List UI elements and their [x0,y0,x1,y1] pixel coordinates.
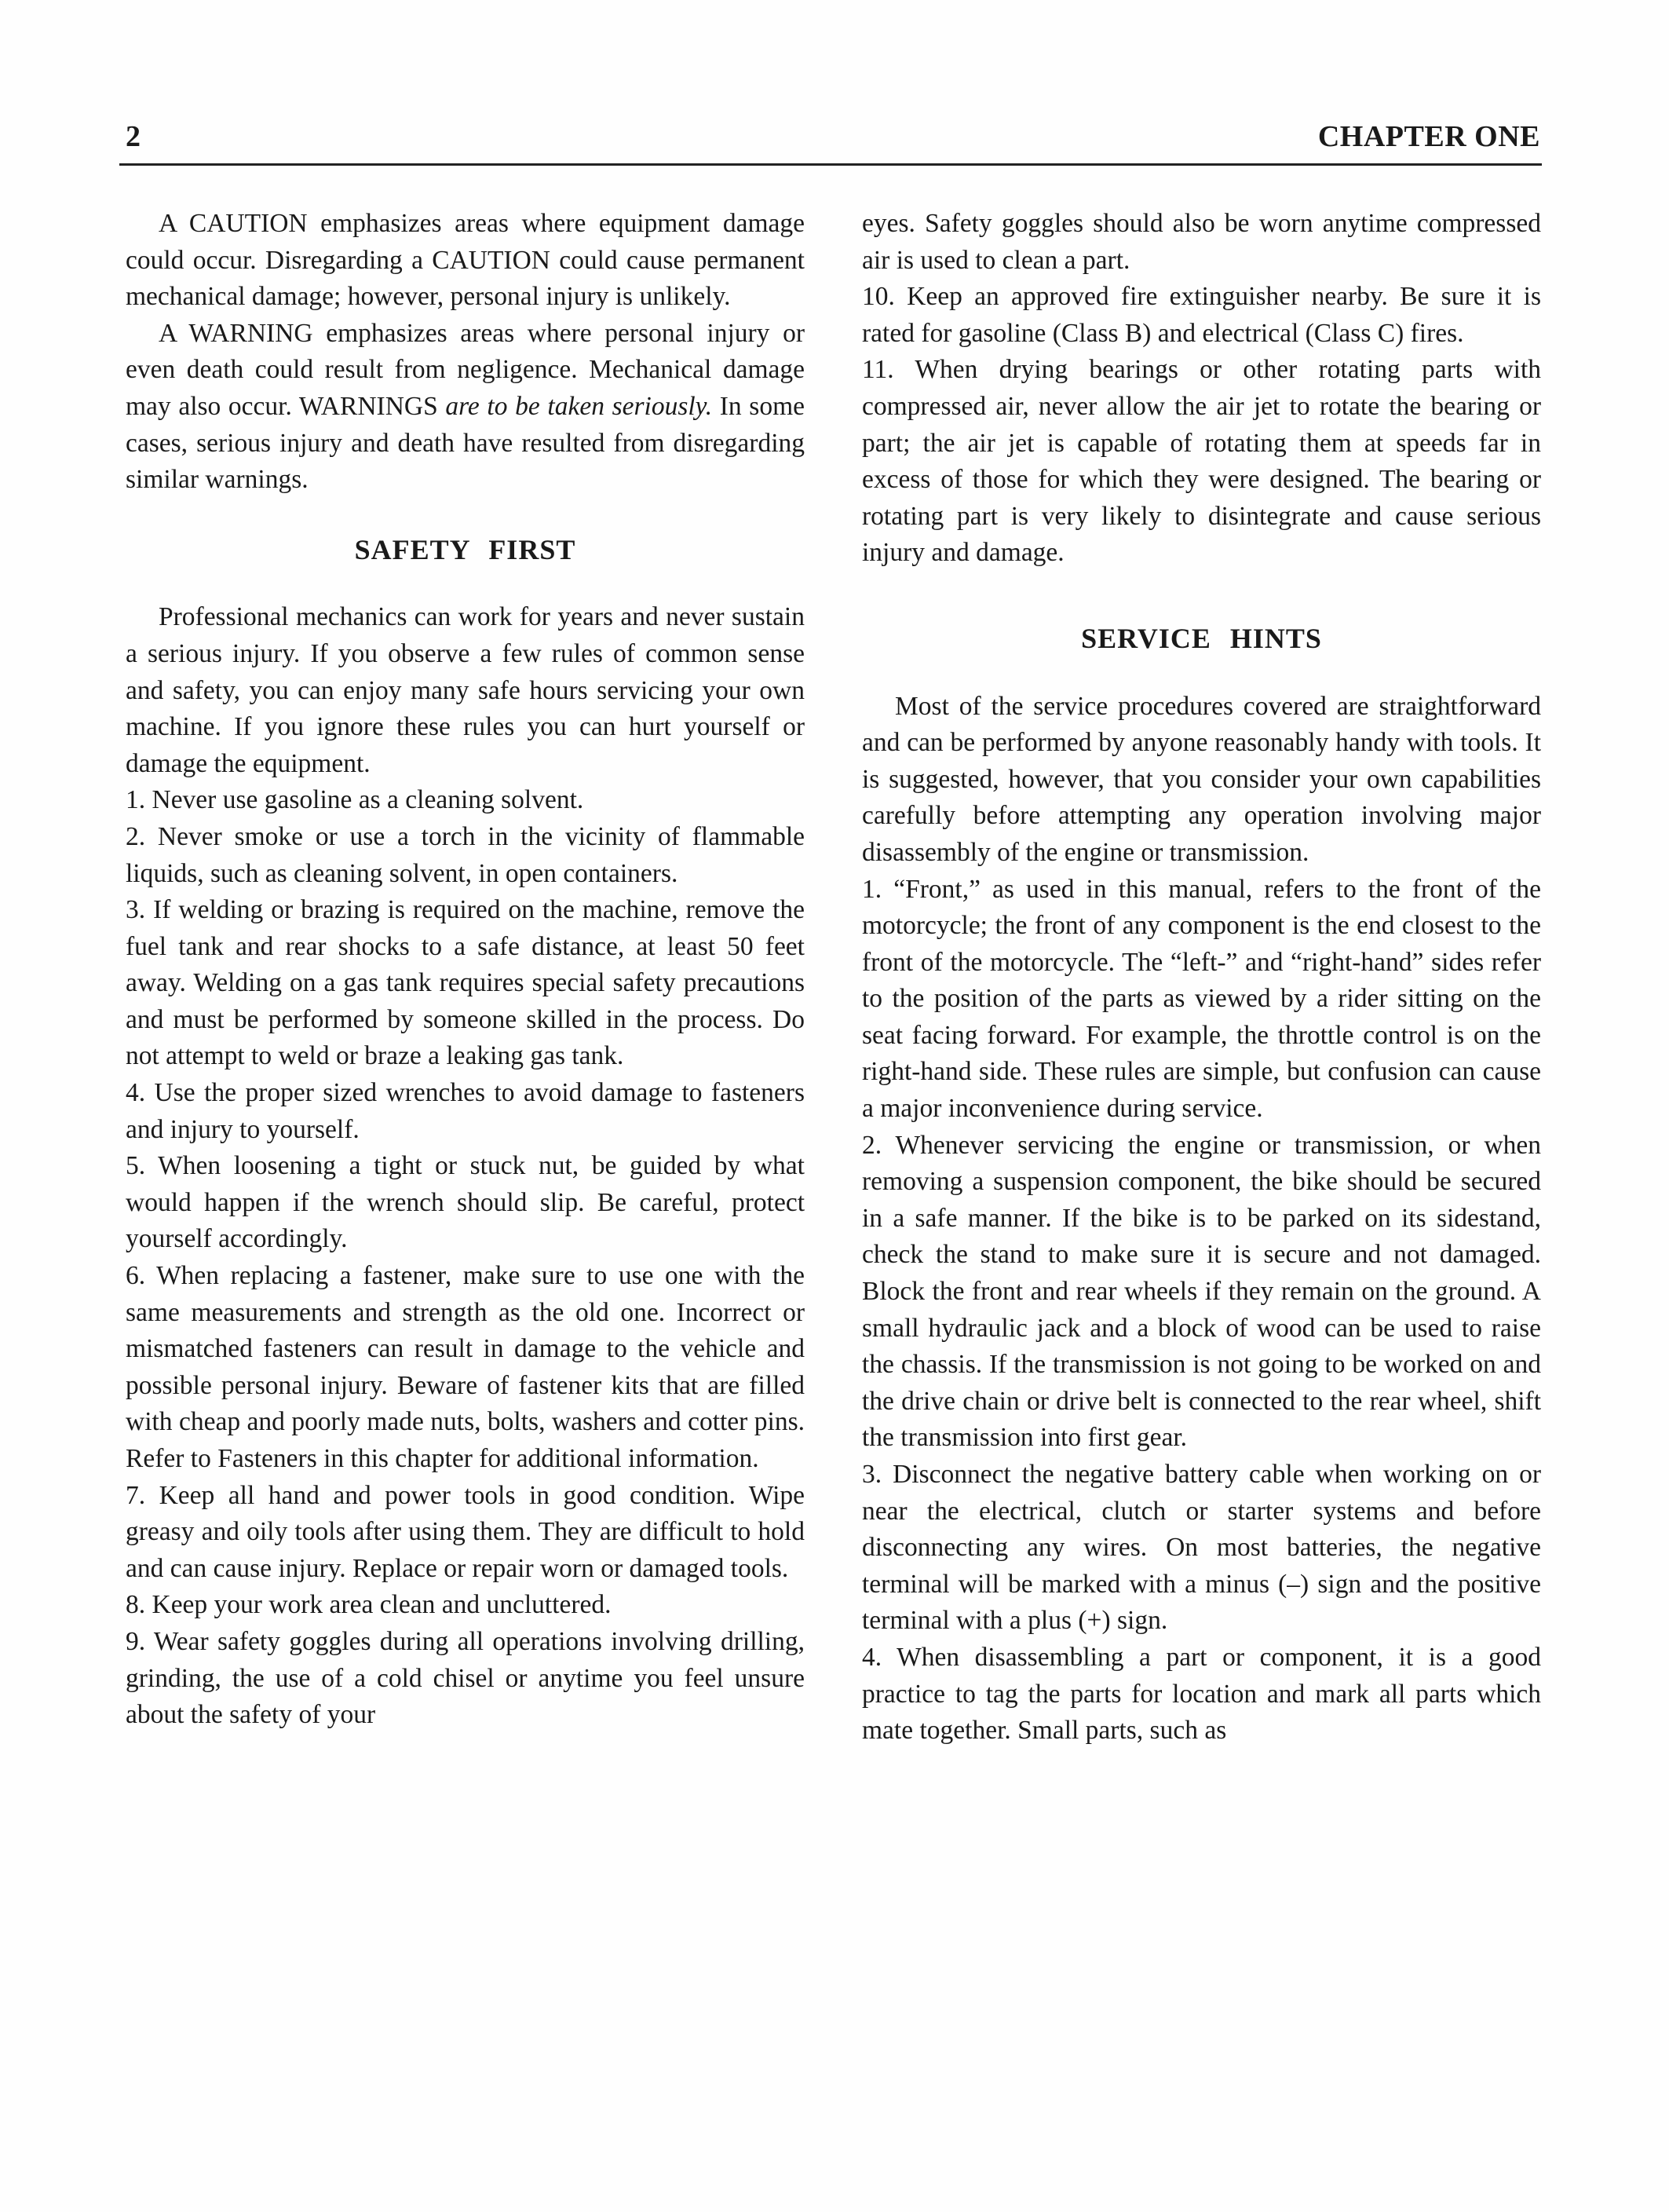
safety-rule-5: 5. When loosening a tight or stuck nut, be guided by what would happen if the wrench should slip. Be careful, protect yourself accordingly. [126,1151,805,1254]
safety-rule-9-continued: eyes. Safety goggles should also be worn anytime compressed air is used to clean a part. [862,209,1541,275]
warning-paragraph [126,316,805,499]
safety-rule-2: 2. Never smoke or use a torch in the vicinity of flammable liquids, such as cleaning solvent, in open containers. [126,821,805,888]
safety-rule-7: 7. Keep all hand and power tools in good condition. Wipe greasy and oily tools after using them. They are difficult to hold and can cause injury. Replace or repair worn or damaged tools. [126,1480,805,1583]
warning-text-start: A WARNING emphasizes areas where personal injury or even death could result from negligence. Mechanical damage may also occur. WARNINGS [126,318,805,421]
right-column [862,206,1541,1749]
safety-rule-8: 8. Keep your work area clean and uncluttered. [126,1590,612,1620]
service-hint-1: 1. “Front,” as used in this manual, refers to the front of the motorcycle; the front of any component is the end closest to the front of the motorcycle. The “left-” and “right-hand” sides refer to the position of the parts as viewed by a rider sitting on the seat facing forward. For example, the throttle control is on the right-hand side. These rules are simple, but confusion can cause a major inconvenience during service. [862,874,1541,1124]
safety-rule-4: 4. Use the proper sized wrenches to avoid damage to fasteners and injury to yourself. [126,1078,805,1144]
safety-rule-6: 6. When replacing a fastener, make sure to use one with the same measurements and strength as the old one. Incorrect or mismatched fasteners can result in damage to the vehicle and possible personal injury. Beware of fastener kits that are filled with cheap and poorly made nuts, bolts, washers and cotter pins. Refer to Fasteners in this chapter for additional information. [126,1261,805,1473]
safety-rule-1: 1. Never use gasoline as a cleaning solvent. [126,785,584,815]
caution-paragraph: A CAUTION emphasizes areas where equipment damage could occur. Disregarding a CAUTION could cause permanent mechanical damage; however, personal injury is unlikely. [126,209,805,312]
safety-first-heading: SAFETY FIRST [354,533,576,565]
safety-rule-10: 10. Keep an approved fire extinguisher nearby. Be sure it is rated for gasoline (Class B) and electrical (Class C) fires. [862,282,1541,348]
warning-text-end: In some cases, serious injury and death have resulted from disregarding similar warnings. [126,391,805,495]
left-column [126,206,805,1734]
chapter-title: CHAPTER ONE [1317,120,1540,153]
warning-emphasis: are to be taken seriously. [445,391,713,421]
service-hint-4: 4. When disassembling a part or component, it is a good practice to tag the parts for location and mark all parts which mate together. Small parts, such as [862,1642,1541,1746]
service-hint-3: 3. Disconnect the negative battery cable when working on or near the electrical, clutch or starter systems and before disconnecting any wires. On most batteries, the negative terminal will be marked with a minus (–) sign and the positive terminal with a plus (+) sign. [862,1460,1541,1636]
safety-intro: Professional mechanics can work for years and never sustain a serious injury. If you observe a few rules of common sense and safety, you can enjoy many safe hours servicing your own machine. If you ignore these rules you can hurt yourself or damage the equipment. [126,602,805,778]
service-hints-heading: SERVICE HINTS [1081,622,1322,654]
page-number: 2 [126,120,141,153]
safety-rule-3: 3. If welding or brazing is required on the machine, remove the fuel tank and rear shocks to a safe distance, at least 50 feet away. Welding on a gas tank requires special safety precautions and must be performed by someone skilled in the process. Do not attempt to weld or braze a leaking gas tank. [126,895,805,1071]
service-intro: Most of the service procedures covered are straightforward and can be performed by anyone reasonably handy with tools. It is suggested, however, that you consider your own capabilities carefully before attempting any operation involving major disassembly of the engine or transmission. [862,691,1541,867]
service-hint-2: 2. Whenever servicing the engine or transmission, or when removing a suspension component, the bike should be secured in a safe manner. If the bike is to be parked on its sidestand, check the stand to make sure it is secure and not damaged. Block the front and rear wheels if they remain on the ground. A small hydraulic jack and a block of wood can be used to raise the chassis. If the transmission is not going to be worked on and the drive chain or drive belt is connected to the rear wheel, shift the transmission into first gear. [862,1130,1541,1453]
safety-rule-9: 9. Wear safety goggles during all operations involving drilling, grinding, the use of a cold chisel or anytime you feel unsure about the safety of your [126,1626,805,1730]
safety-rule-11: 11. When drying bearings or other rotating parts with compressed air, never allow the air jet to rotate the bearing or part; the air jet is capable of rotating them at speeds far in excess of those for which they were designed. The bearing or rotating part is very likely to disintegrate and cause serious injury and damage. [862,355,1541,568]
header-rule [119,163,1542,166]
page-header [126,119,1540,166]
